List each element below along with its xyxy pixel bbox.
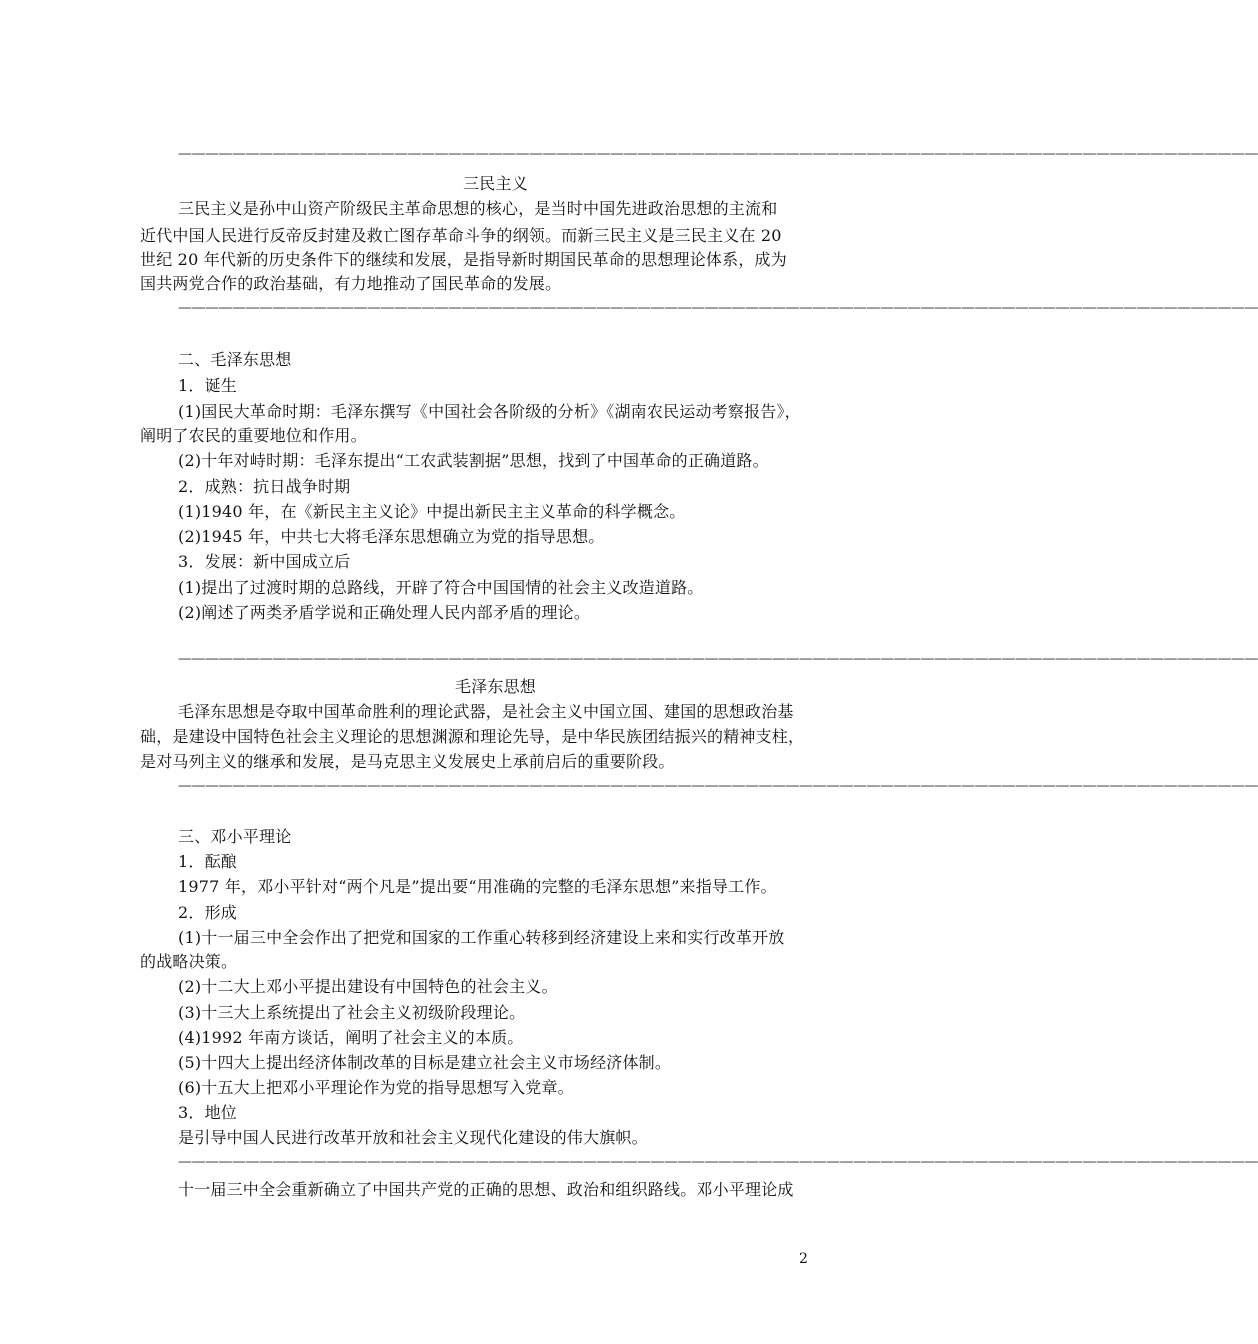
text-line: 近代中国人民进行反帝反封建及救亡图存革命斗争的纲领。而新三民主义是三民主义在 20 [140,226,782,245]
list-item: (5)十四大上提出经济体制改革的目标是建立社会主义市场经济体制。 [178,1053,672,1072]
list-item: (3)十三大上系统提出了社会主义初级阶段理论。 [178,1003,526,1022]
box-title: 三民主义 [463,174,528,193]
text-line: 毛泽东思想是夺取中国革命胜利的理论武器，是社会主义中国立国、建国的思想政治基 [178,702,794,721]
list-item: 阐明了农民的重要地位和作用。 [140,426,367,445]
text-line: 十一届三中全会重新确立了中国共产党的正确的思想、政治和组织路线。邓小平理论成 [178,1180,794,1199]
list-item: (2)阐述了两类矛盾学说和正确处理人民内部矛盾的理论。 [178,603,591,622]
box-title: 毛泽东思想 [454,677,536,696]
section-heading: 三、邓小平理论 [178,827,292,846]
list-item: 3．发展：新中国成立后 [178,552,351,571]
text-line: 世纪 20 年代新的历史条件下的继续和发展，是指导新时期国民革命的思想理论体系，成为 [140,250,787,269]
text-line: 础，是建设中国特色社会主义理论的思想渊源和理论先导，是中华民族团结振兴的精神支柱， [140,727,805,746]
text-line: 国共两党合作的政治基础，有力地推动了国民革命的发展。 [140,274,562,293]
text-line: 三民主义是孙中山资产阶级民主革命思想的核心，是当时中国先进政治思想的主流和 [178,199,778,218]
list-item: 1．酝酿 [178,852,237,871]
list-item: 2．成熟：抗日战争时期 [178,477,351,496]
list-item: (2)1945 年，中共七大将毛泽东思想确立为党的指导思想。 [178,527,605,546]
list-item: (1)提出了过渡时期的总路线，开辟了符合中国国情的社会主义改造道路。 [178,578,704,597]
list-item: 2．形成 [178,903,237,922]
list-item: (1)十一届三中全会作出了把党和国家的工作重心转移到经济建设上来和实行改革开放 [178,928,785,947]
list-item: 1．诞生 [178,376,237,395]
list-item: (6)十五大上把邓小平理论作为党的指导思想写入党章。 [178,1078,574,1097]
separator-line: ———————————————————————————————————————————————————————————————————————————————— [178,778,1258,794]
page-number: 2 [799,1251,808,1267]
separator-line: ———————————————————————————————————————————————————————————————————————————————— [178,1154,1258,1170]
list-item: 3．地位 [178,1103,237,1122]
list-item: 1977 年，邓小平针对“两个凡是”提出要“用准确的完整的毛泽东思想”来指导工作。 [178,877,777,896]
list-item: (4)1992 年南方谈话，阐明了社会主义的本质。 [178,1028,524,1047]
text-line: 是对马列主义的继承和发展，是马克思主义发展史上承前启后的重要阶段。 [140,752,675,771]
separator-line: ———————————————————————————————————————————————————————————————————————————————— [178,300,1258,316]
list-item: (1)国民大革命时期：毛泽东撰写《中国社会各阶级的分析》《湖南农民运动考察报告》， [178,402,801,421]
list-item: (2)十二大上邓小平提出建设有中国特色的社会主义。 [178,977,558,996]
list-item: 的战略决策。 [140,952,238,971]
list-item: (2)十年对峙时期：毛泽东提出“工农武装割据”思想，找到了中国革命的正确道路。 [178,451,769,470]
separator-line: ———————————————————————————————————————————————————————————————————————————————— [178,651,1258,667]
list-item: (1)1940 年，在《新民主主义论》中提出新民主主义革命的科学概念。 [178,502,686,521]
separator-line: ———————————————————————————————————————————————————————————————————————————————— [178,146,1258,162]
list-item: 是引导中国人民进行改革开放和社会主义现代化建设的伟大旗帜。 [178,1128,648,1147]
section-heading: 二、毛泽东思想 [178,350,292,369]
